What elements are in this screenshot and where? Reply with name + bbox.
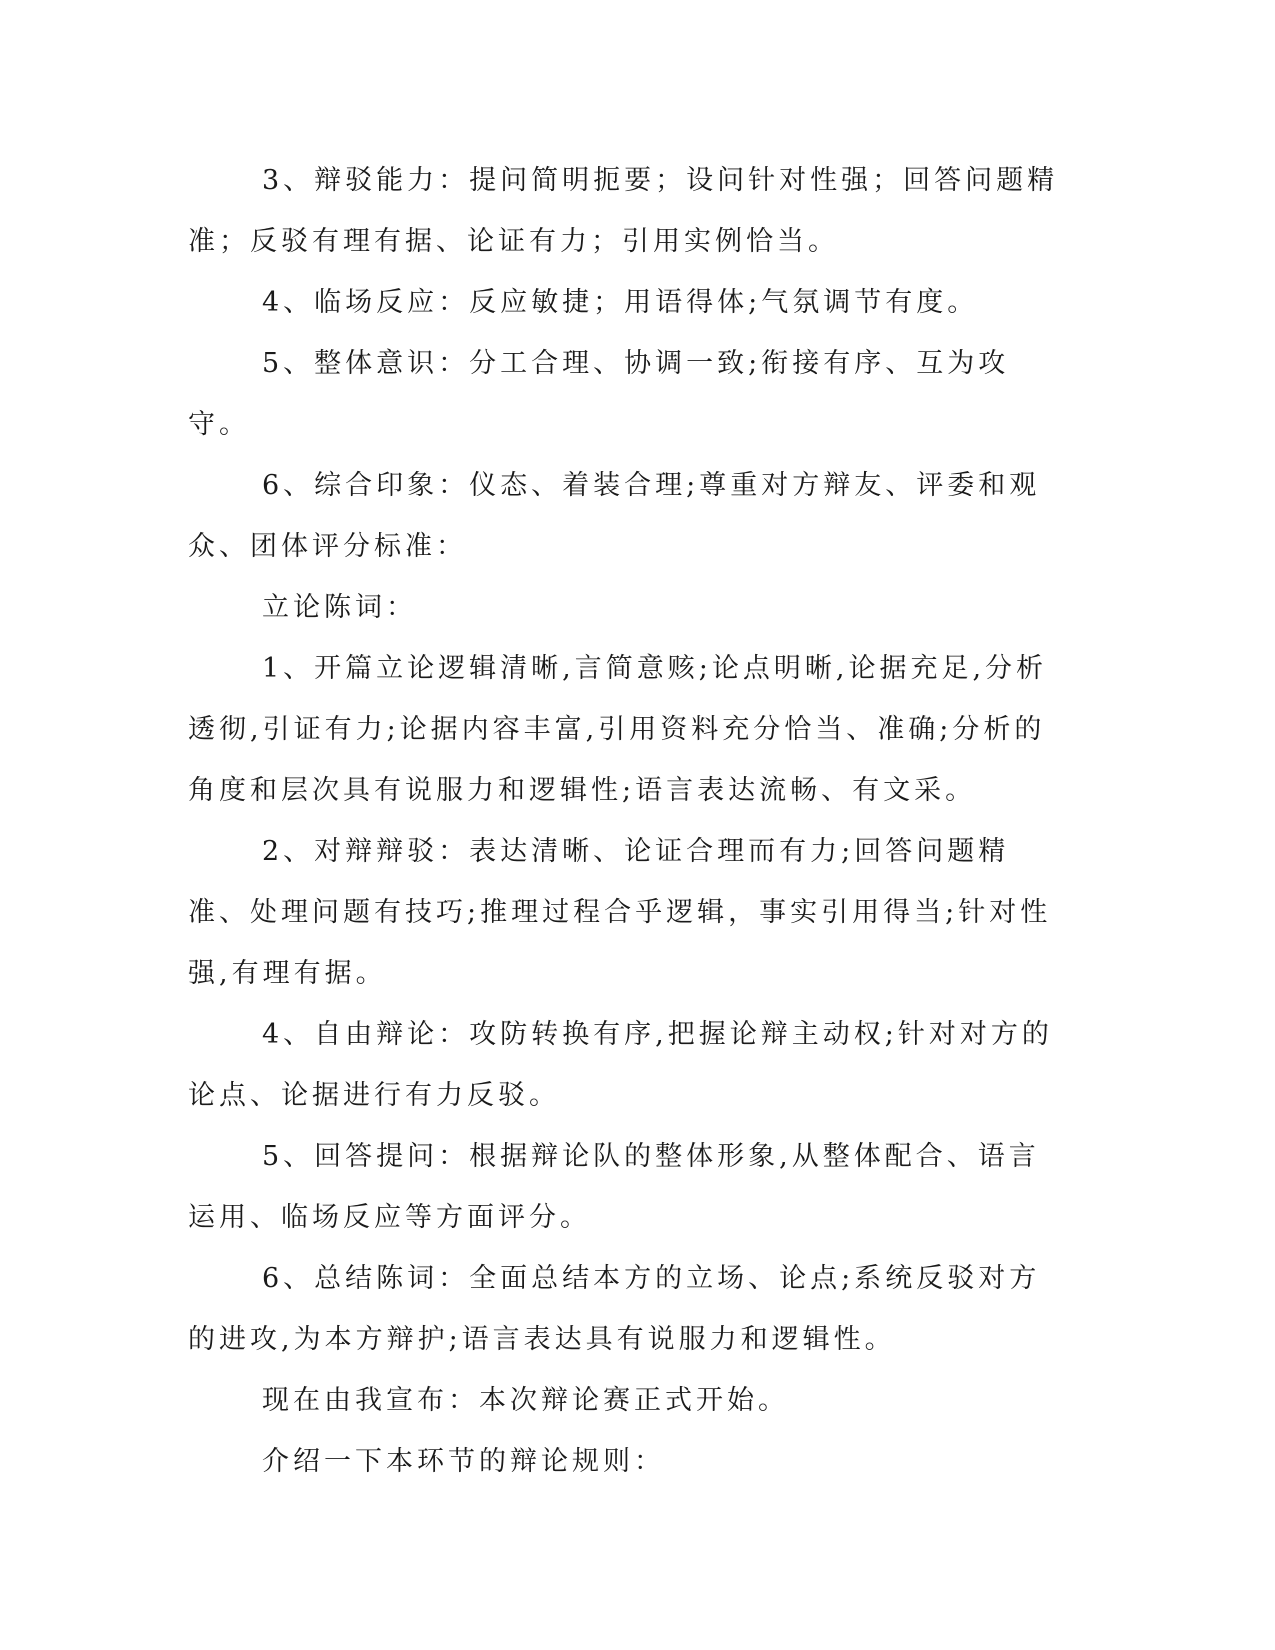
paragraph-answering-questions: 5、回答提问：根据辩论队的整体形象,从整体配合、语言运用、临场反应等方面评分。 bbox=[188, 1141, 1040, 1233]
paragraph-overall-impression: 6、综合印象：仪态、着装合理;尊重对方辩友、评委和观众、团体评分标准： bbox=[188, 470, 1041, 562]
paragraph-free-debate: 4、自由辩论：攻防转换有序,把握论辩主动权;针对对方的论点、论据进行有力反驳。 bbox=[188, 1019, 1053, 1111]
paragraph-rules-intro: 介绍一下本环节的辩论规则： bbox=[262, 1446, 665, 1477]
paragraph-closing-statement: 6、总结陈词：全面总结本方的立场、论点;系统反驳对方的进攻,为本方辩护;语言表达具有说服力和逻辑性。 bbox=[188, 1263, 1041, 1355]
paragraph-on-site-reaction: 4、临场反应：反应敏捷；用语得体;气氛调节有度。 bbox=[262, 287, 979, 318]
document-body bbox=[188, 150, 1068, 1492]
paragraph-announcement: 现在由我宣布：本次辩论赛正式开始。 bbox=[262, 1385, 789, 1416]
paragraph-debate-skill: 3、辩驳能力：提问简明扼要；设问针对性强；回答问题精准；反驳有理有据、论证有力；引用实例恰当。 bbox=[188, 165, 1059, 257]
paragraph-opening-argument: 1、开篇立论逻辑清晰,言简意赅;论点明晰,论据充足,分析透彻,引证有力;论据内容丰富,引用资料充分恰当、准确;分析的角度和层次具有说服力和逻辑性;语言表达流畅、有文采。 bbox=[188, 653, 1048, 806]
paragraph-team-awareness: 5、整体意识：分工合理、协调一致;衔接有序、互为攻守。 bbox=[188, 348, 1010, 440]
paragraph-opening-heading: 立论陈词： bbox=[262, 592, 417, 623]
paragraph-rebuttal: 2、对辩辩驳：表达清晰、论证合理而有力;回答问题精准、处理问题有技巧;推理过程合乎逻辑，事实引用得当;针对性强,有理有据。 bbox=[188, 836, 1052, 989]
